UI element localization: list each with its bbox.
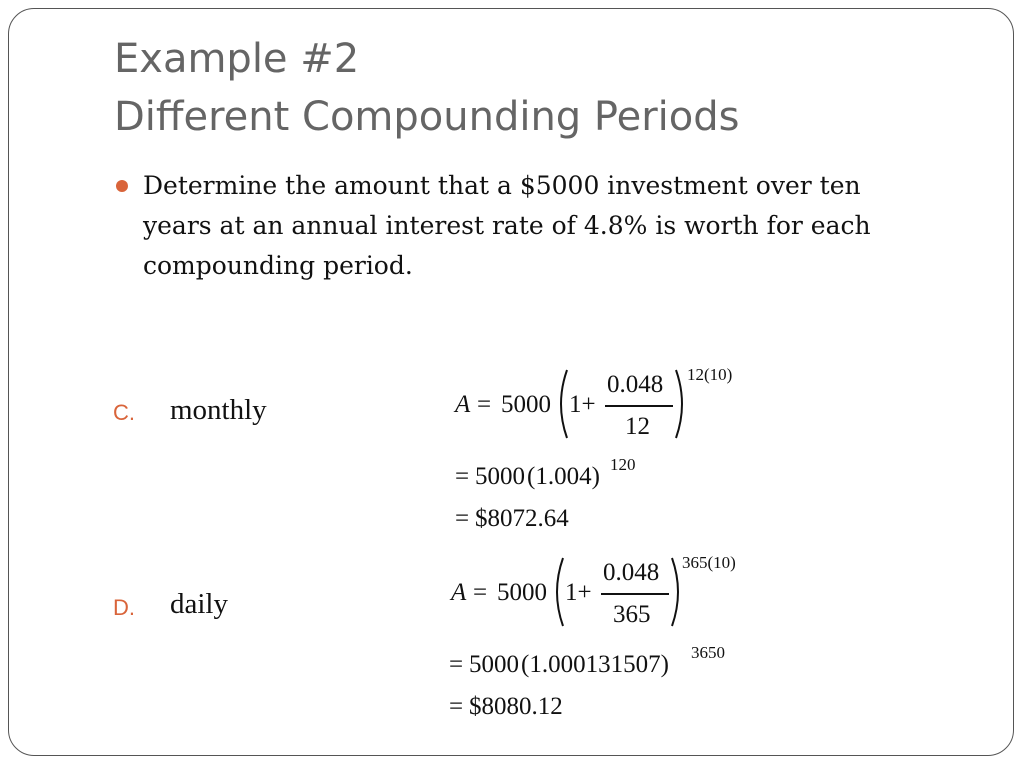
step1-base: (1.000131507) bbox=[521, 651, 669, 678]
step1-base: (1.004) bbox=[527, 463, 600, 490]
title-line-1: Example #2 bbox=[114, 36, 360, 82]
step1-principal: 5000 bbox=[469, 651, 519, 678]
formula-principal: 5000 bbox=[501, 391, 551, 418]
item-d-label: daily bbox=[170, 588, 228, 620]
formula-variable: A bbox=[455, 391, 471, 418]
bullet-text: Determine the amount that a $5000 investment over ten years at an annual interest rate of 4.8% is worth for each compounding period. bbox=[143, 171, 871, 280]
daily-formula bbox=[451, 554, 761, 634]
result-value: $8080.12 bbox=[469, 693, 563, 720]
step1-equals: = bbox=[449, 651, 464, 678]
monthly-result bbox=[455, 506, 655, 536]
daily-result bbox=[449, 694, 649, 724]
daily-step1 bbox=[449, 643, 749, 682]
fraction-bar bbox=[601, 593, 669, 595]
step1-exponent: 120 bbox=[610, 455, 636, 474]
formula-one-plus: 1+ bbox=[569, 391, 596, 418]
bullet-dot-icon bbox=[116, 180, 128, 192]
monthly-step1 bbox=[455, 455, 675, 494]
step1-exponent: 3650 bbox=[691, 643, 725, 662]
step1-equals: = bbox=[455, 463, 470, 490]
item-d-letter: D. bbox=[113, 595, 135, 620]
result-equals: = bbox=[449, 693, 464, 720]
formula-variable: A bbox=[451, 579, 467, 606]
formula-principal: 5000 bbox=[497, 579, 547, 606]
result-equals: = bbox=[455, 505, 470, 532]
title-line-2: Different Compounding Periods bbox=[114, 94, 740, 140]
formula-exponent: 12(10) bbox=[687, 365, 733, 384]
item-c-letter: C. bbox=[113, 400, 135, 425]
formula-denominator: 365 bbox=[613, 601, 651, 628]
left-paren-icon bbox=[553, 368, 569, 440]
formula-equals: = bbox=[473, 579, 488, 606]
formula-numerator: 0.048 bbox=[603, 559, 660, 586]
monthly-formula bbox=[455, 365, 755, 448]
formula-equals: = bbox=[477, 391, 492, 418]
fraction-bar bbox=[605, 405, 673, 407]
item-c-label: monthly bbox=[170, 394, 267, 426]
formula-denominator: 12 bbox=[625, 413, 650, 440]
step1-principal: 5000 bbox=[475, 463, 525, 490]
result-value: $8072.64 bbox=[475, 505, 569, 532]
left-paren-icon bbox=[549, 556, 565, 628]
formula-exponent: 365(10) bbox=[682, 553, 736, 572]
slide-title bbox=[114, 30, 739, 146]
formula-one-plus: 1+ bbox=[565, 579, 592, 606]
formula-numerator: 0.048 bbox=[607, 371, 664, 398]
